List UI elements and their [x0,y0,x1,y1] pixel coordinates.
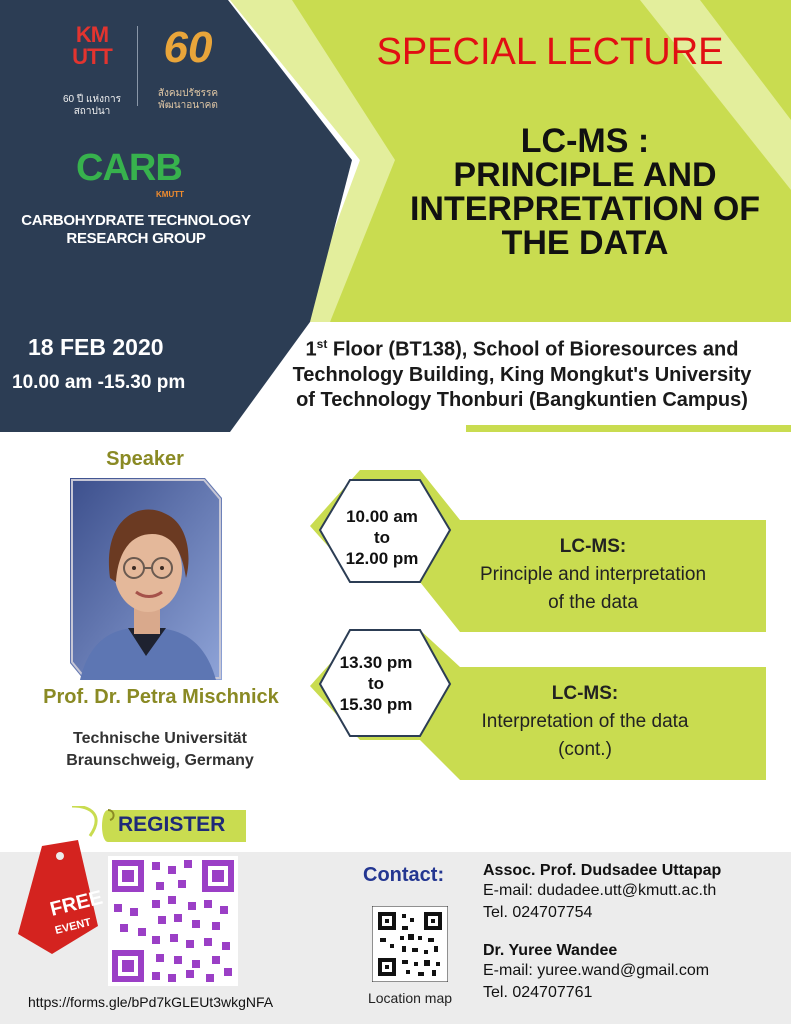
title-line: THE DATA [501,224,669,262]
free-label: FREE [47,886,105,921]
time-line: 10.00 am [346,507,418,526]
contact-phone: Tel. 024707754 [483,904,593,921]
session-desc-line: of the data [548,592,638,613]
contact-person-1 [483,862,783,924]
research-group-line2: RESEARCH GROUP [66,230,206,247]
register-label[interactable]: REGISTER [118,813,226,836]
event-date: 18 FEB 2020 [28,334,164,360]
session-desc-line: Principle and interpretation [479,564,707,585]
speaker-label: Speaker [106,448,184,470]
session-desc-line: (cont.) [558,739,612,760]
time-line: 15.30 pm [339,695,413,714]
session-2-time [320,652,432,715]
session-desc-line: Interpretation of the data [481,711,689,732]
venue-line3: of Technology Thonburi (Bangkuntien Campus) [296,388,748,411]
contact-email[interactable]: E-mail: yuree.wand@gmail.com [483,962,710,979]
research-group-name [0,212,272,248]
logo-divider [137,26,138,106]
time-line: 12.00 pm [345,549,419,568]
event-heading: SPECIAL LECTURE [376,31,724,73]
event-venue [262,332,782,413]
title-line: INTERPRETATION OF [409,190,761,228]
affiliation-line2: Braunschweig, Germany [66,752,254,769]
location-map-label: Location map [367,990,453,1006]
location-map-qr-code[interactable] [372,906,448,982]
title-line: LC-MS : [520,122,650,160]
venue-line2: Technology Building, King Mongkut's University [292,363,752,386]
carb-logo: CARB [76,147,182,189]
session-1-description [448,533,738,617]
time-line: 13.30 pm [339,653,413,672]
time-line: to [373,528,391,547]
research-group-line1: CARBOHYDRATE TECHNOLOGY [21,212,251,229]
anniversary-logo-sub: สังคมปรัชรรค พัฒนาอนาคต [157,88,219,111]
speaker-photo [70,478,222,680]
register-form-link[interactable]: https://forms.gle/bPd7kGLEUt3wkgNFA [28,994,274,1010]
lecture-title [380,124,790,260]
venue-line1: 1st Floor (BT138), School of Bioresources and [305,337,739,361]
event-time: 10.00 am -15.30 pm [12,372,186,393]
session-title: LC-MS: [559,536,627,557]
session-2-description [440,680,730,764]
free-event-tag [12,806,112,956]
event-label: EVENT [53,916,93,937]
time-line: to [367,674,385,693]
anniversary-logo [148,22,228,112]
contact-email[interactable]: E-mail: dudadee.utt@kmutt.ac.th [483,882,717,899]
session-title: LC-MS: [551,683,619,704]
speaker-affiliation [40,728,280,772]
carb-logo-sub: KMUTT [156,190,184,199]
contact-phone: Tel. 024707761 [483,984,593,1001]
speaker-name: Prof. Dr. Petra Mischnick [43,686,279,708]
affiliation-line1: Technische Universität [73,730,247,747]
contact-name: Dr. Yuree Wandee [483,942,618,959]
kmutt-logo-sub: 60 ปี แห่งการสถาปนา [63,94,121,117]
contact-person-2 [483,942,783,1004]
register-qr-code[interactable] [108,856,238,986]
kmutt-logo [62,24,122,118]
session-1-time [326,506,438,569]
title-line: PRINCIPLE AND [453,156,717,194]
contact-name: Assoc. Prof. Dudsadee Uttapap [483,862,722,879]
contact-label: Contact: [363,864,445,886]
anniversary-logo-mark: 60 [163,23,213,72]
kmutt-logo-mark: KM UTT [72,22,112,69]
